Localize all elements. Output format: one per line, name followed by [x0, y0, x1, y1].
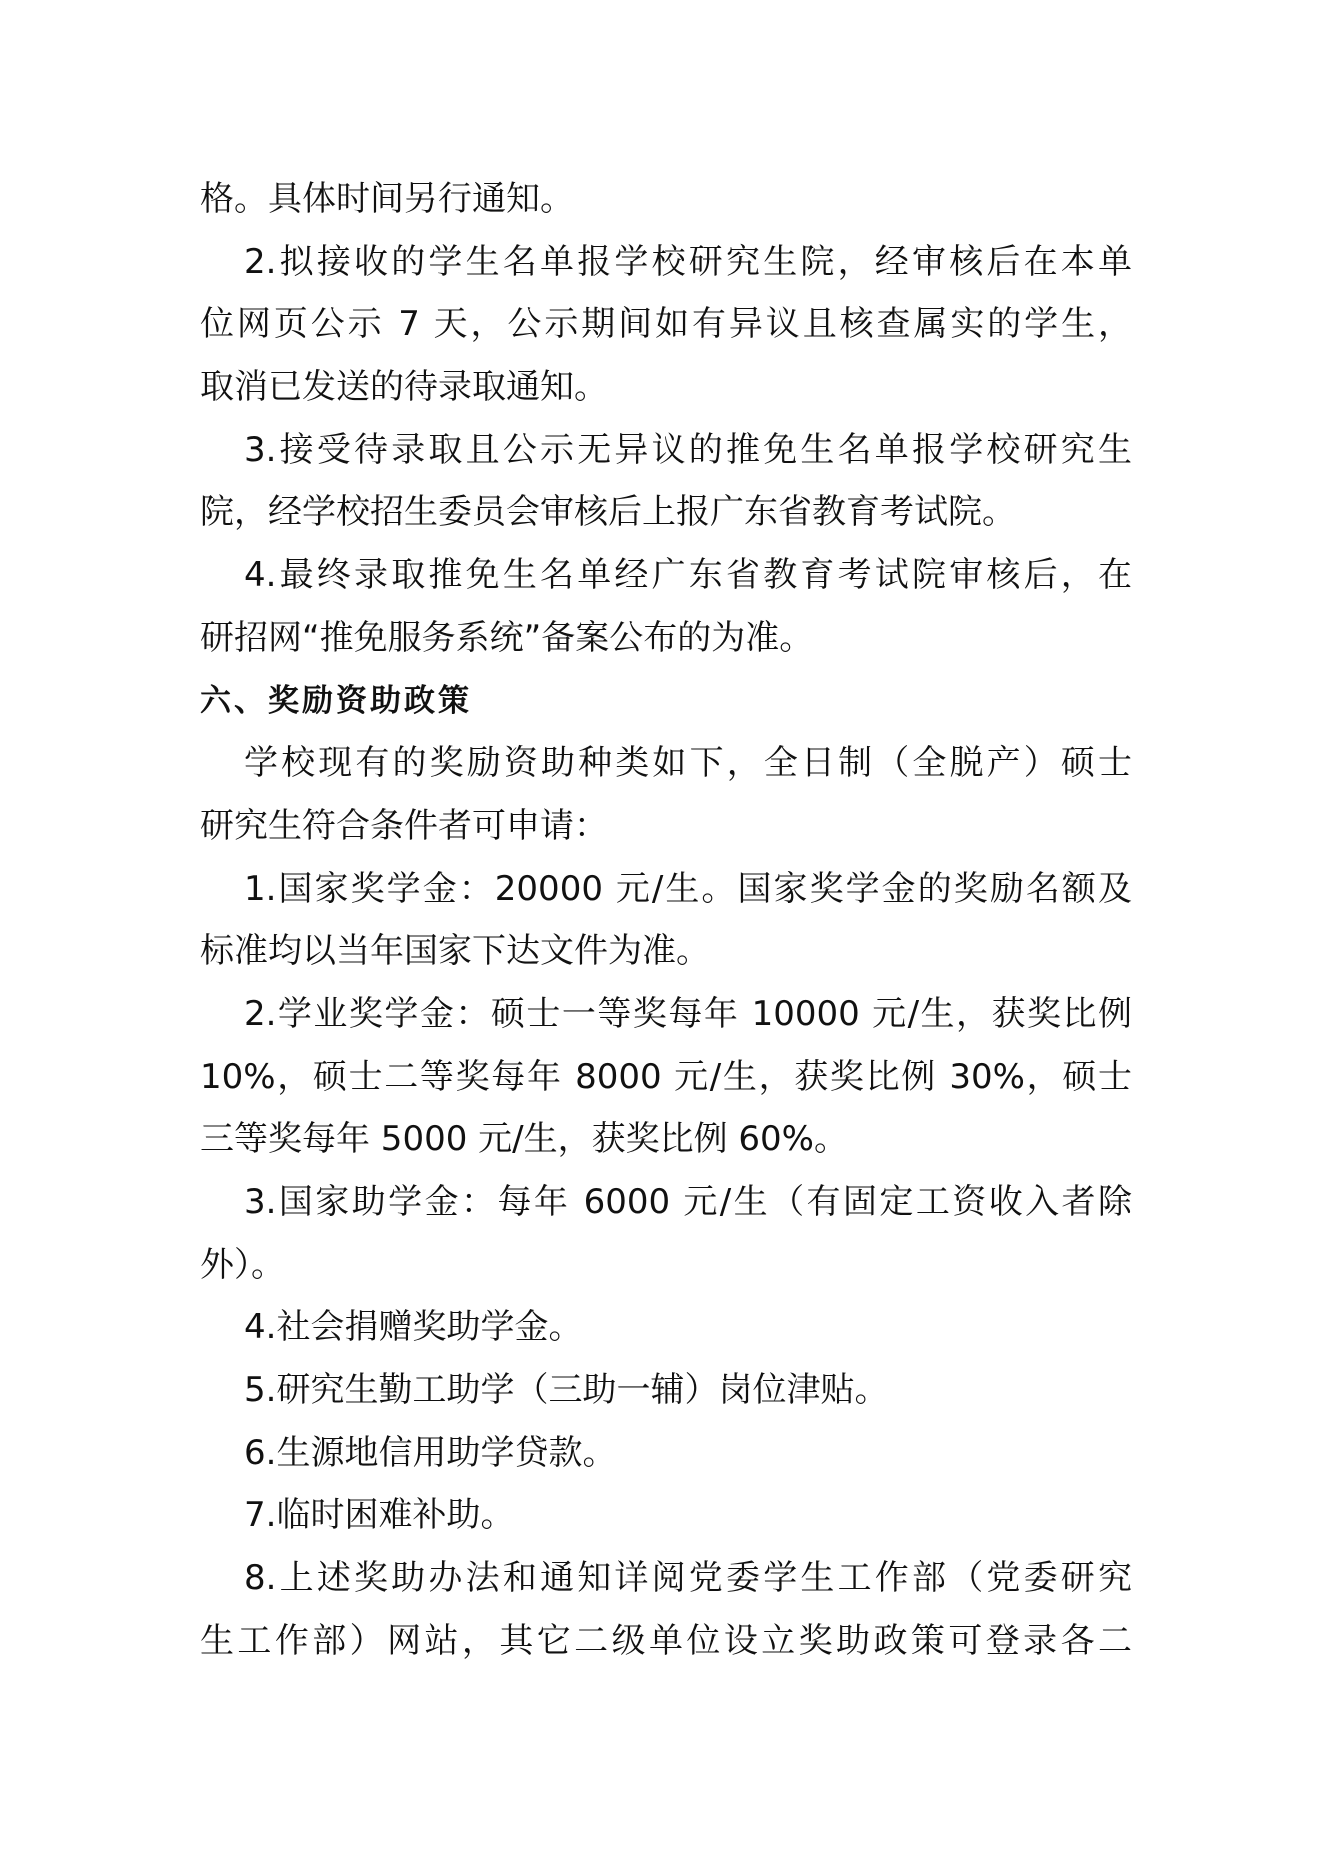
text-line: 6.生源地信用助学贷款。 [244, 1432, 617, 1473]
text-line: 1.国家奖学金：20000 元/生。国家奖学金的奖励名额及 [244, 868, 1132, 909]
text-line: 外）。 [200, 1244, 285, 1285]
text-line: 标准均以当年国家下达文件为准。 [200, 931, 710, 972]
text-line: 7.临时困难补助。 [244, 1495, 515, 1536]
text-line: 8.上述奖助办法和通知详阅党委学生工作部（党委研究 [244, 1558, 1132, 1599]
text-line: 10%，硕士二等奖每年 8000 元/生，获奖比例 30%，硕士 [200, 1056, 1132, 1097]
text-line: 学校现有的奖励资助种类如下，全日制（全脱产）硕士 [244, 743, 1132, 784]
text-line: 2.拟接收的学生名单报学校研究生院，经审核后在本单 [244, 241, 1132, 282]
text-line: 三等奖每年 5000 元/生，获奖比例 60%。 [200, 1119, 848, 1160]
text-line: 生工作部）网站，其它二级单位设立奖助政策可登录各二 [200, 1620, 1132, 1661]
text-line: 位网页公示 7 天，公示期间如有异议且核查属实的学生， [200, 304, 1132, 345]
text-line: 4.社会捐赠奖助学金。 [244, 1307, 583, 1348]
text-line: 3.接受待录取且公示无异议的推免生名单报学校研究生 [244, 429, 1132, 470]
document-body [200, 168, 1132, 1673]
text-line: 取消已发送的待录取通知。 [200, 367, 608, 408]
section-heading: 六、奖励资助政策 [200, 682, 472, 719]
text-line: 格。具体时间另行通知。 [200, 179, 574, 219]
text-line: 5.研究生勤工助学（三助一辅）岗位津贴。 [244, 1370, 889, 1411]
text-line: 4.最终录取推免生名单经广东省教育考试院审核后，在 [244, 555, 1132, 596]
text-line: 2.学业奖学金：硕士一等奖每年 10000 元/生，获奖比例 [244, 993, 1132, 1034]
text-line: 研招网“推免服务系统”备案公布的为准。 [200, 617, 814, 658]
text-line: 研究生符合条件者可申请： [200, 805, 608, 846]
text-line: 3.国家助学金：每年 6000 元/生（有固定工资收入者除 [244, 1182, 1132, 1222]
text-line: 院，经学校招生委员会审核后上报广东省教育考试院。 [200, 492, 1016, 533]
